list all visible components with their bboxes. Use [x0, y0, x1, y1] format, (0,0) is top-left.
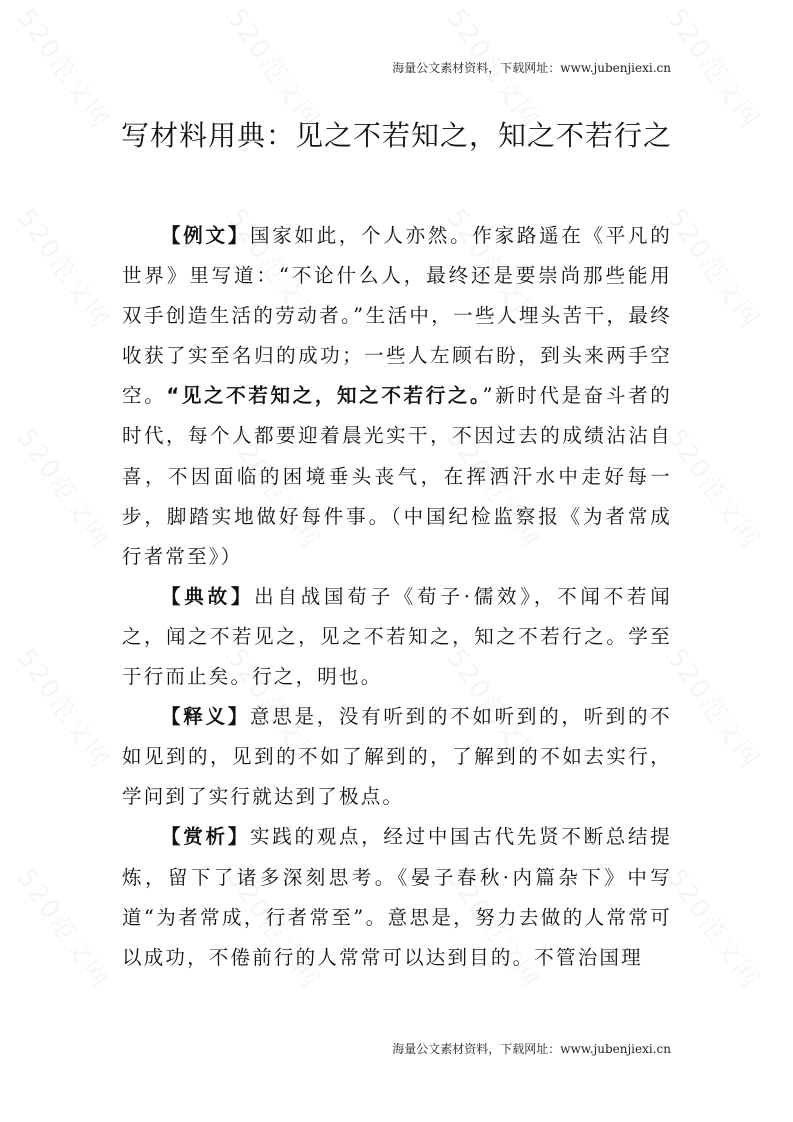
- watermark: [660, 640, 770, 776]
- paragraph-text: 意思是，没有听到的不如听到的，听到的不如见到的，见到的不如了解到的，了解到的不如去实行，学问到了实行就达到了极点。: [122, 705, 672, 809]
- document-body: [122, 216, 672, 978]
- paragraph-appreciation: [122, 817, 672, 977]
- paragraph-text: ”新时代是奋斗者的时代，每个人都要迎着晨光实干，不因过去的成绩沾沾自喜，不因面临的困境垂头丧气，在挥洒汗水中走好每一步，脚踏实地做好每件事。（中国纪检监察报《为者常成行者常至》）: [122, 384, 672, 568]
- watermark: [660, 200, 770, 336]
- watermark: [660, 860, 770, 996]
- section-tag-allusion: 【典故】: [161, 584, 255, 608]
- header-note: 海量公文素材资料，下载网址：www.jubenjiexi.cn: [392, 61, 671, 75]
- watermark: [10, 420, 120, 556]
- section-tag-interpretation: 【释义】: [161, 705, 250, 729]
- paragraph-text: 出自战国荀子《荀子·儒效》，不闻不若闻之，闻之不若见之，见之不若知之，知之不若行之。学至于行而止矣。行之，明也。: [122, 584, 672, 689]
- watermark: [10, 640, 120, 776]
- highlighted-quote: “见之不若知之，知之不若行之。: [166, 384, 483, 408]
- section-tag-example: 【例文】: [161, 224, 250, 247]
- paragraph-text: 实践的观点，经过中国古代先贤不断总结提炼，留下了诸多深刻思考。《晏子春秋·内篇杂下》中写道“为者常成，行者常至”。意思是，努力去做的人常常可以成功，不倦前行的人常常可以达到目的。不管治国理: [122, 825, 672, 969]
- paragraph-interpretation: [122, 697, 672, 817]
- footer-note: 海量公文素材资料，下载网址：www.jubenjiexi.cn: [392, 1042, 671, 1056]
- section-tag-appreciation: 【赏析】: [161, 825, 250, 849]
- watermark: [10, 860, 120, 996]
- watermark: [10, 200, 120, 336]
- paragraph-text: 国家如此，个人亦然。作家路遥在《平凡的世界》里写道：“不论什么人，最终还是要崇尚那些能用双手创造生活的劳动者。”生活中，一些人埋头苦干，最终收获了实至名归的成功；一些人左顾右盼，到头来两手空空。: [122, 224, 672, 408]
- paragraph-allusion: [122, 577, 672, 697]
- paragraph-example: [122, 216, 672, 577]
- document-title: 写材料用典：见之不若知之，知之不若行之: [120, 119, 672, 152]
- watermark: [660, 420, 770, 556]
